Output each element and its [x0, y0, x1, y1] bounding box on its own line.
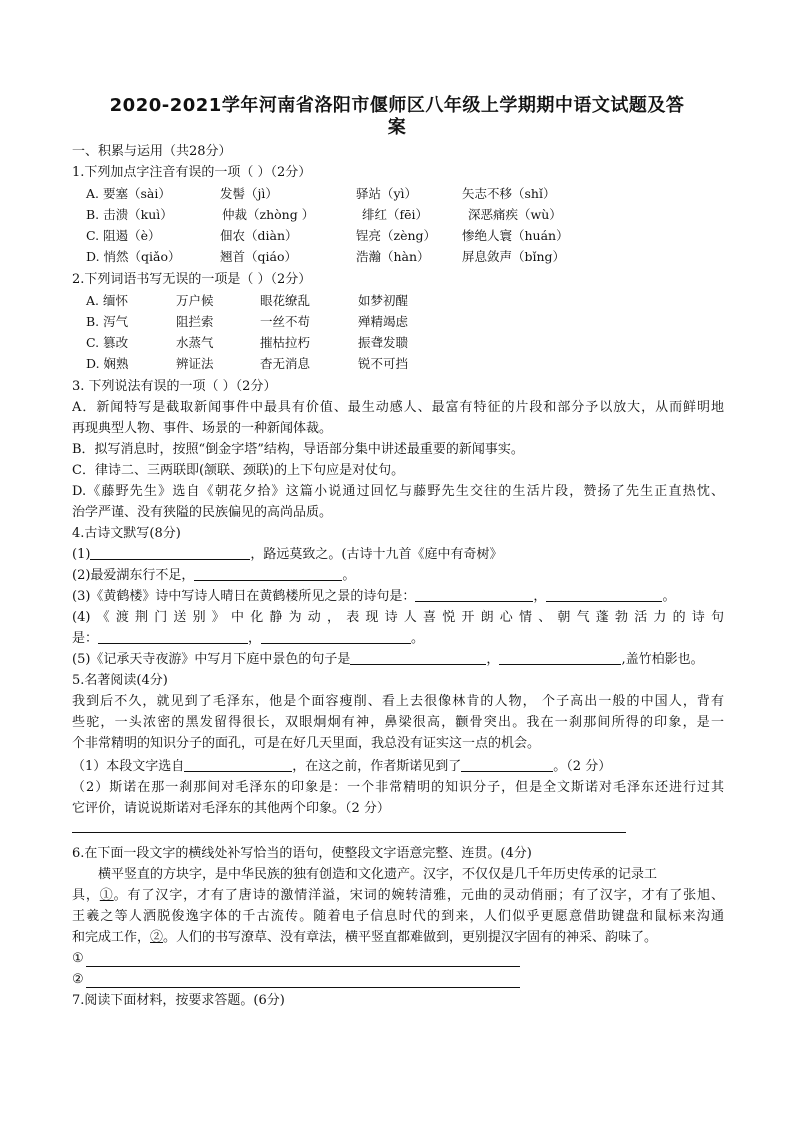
q2-b-3: 一丝不苟: [260, 314, 311, 329]
q4-l5-blank-2[interactable]: [499, 650, 621, 665]
q1-b-3: 绯红（fēi）: [362, 207, 429, 222]
q6-p4-a: 和完成工作，: [72, 930, 151, 945]
q6-p2-a: 具，: [72, 888, 100, 903]
q6-passage-line2: [72, 885, 724, 906]
q5-passage-line3: 个非常精明的知识分子的面孔，可是在好几天里面，我总没有证实这一点的机会。: [72, 736, 541, 751]
q4-l4-blank-1[interactable]: [98, 629, 248, 644]
q6-passage-line3: 王羲之等人洒脱俊逸字体的千古流传。随着电子信息时代的到来，人们似乎更愿意借助键盘和鼠标来沟通: [72, 909, 724, 924]
q6-p2-b: 。有了汉字，才有了唐诗的激情洋溢，宋词的婉转清雅，元曲的灵动俏丽；有了汉字，才有了张旭、: [113, 888, 724, 903]
q1-d-2: 翘首（qiáo）: [220, 249, 297, 264]
q6-blank-2[interactable]: ②: [150, 930, 164, 945]
q3-stem: 3. 下列说法有误的一项（ ）（2分）: [72, 379, 277, 394]
q6-answer-2-label: ②: [72, 972, 84, 987]
q2-d-1: D. 娴熟: [86, 356, 129, 371]
q5-sub-1: [72, 756, 724, 777]
q4-l4-blank-2[interactable]: [261, 629, 411, 644]
q6-answer-1-line[interactable]: [86, 966, 520, 967]
q1-b-4: 深恶痛疾（wù）: [468, 207, 562, 222]
q3-option-d-line2: 治学严谨、没有狭隘的民族偏见的高尚品质。: [72, 505, 333, 520]
q2-d-4: 锐不可挡: [358, 356, 409, 371]
q2-a-3: 眼花缭乱: [260, 293, 311, 308]
q3-option-c: C．律诗二、三两联即(颔联、颈联)的上下句应是对仗句。: [72, 463, 405, 478]
q4-l5-blank-1[interactable]: [350, 650, 486, 665]
q5-s1-mid: ，在这之前，作者斯诺见到了: [292, 759, 462, 774]
q2-d-2: 辨证法: [176, 356, 214, 371]
q6-blank-1[interactable]: ①: [99, 888, 114, 903]
q2-a-4: 如梦初醒: [358, 293, 409, 308]
q4-l4-suffix: 。: [411, 631, 425, 646]
q3-option-a-line1: A．新闻特写是截取新闻事件中最具有价值、最生动感人、最富有特征的片段和部分予以放大，从而鲜明地: [72, 400, 724, 415]
q1-c-1: C. 阻遏（è）: [86, 228, 161, 243]
q1-a-3: 驿站（yì）: [356, 186, 418, 201]
q1-stem: 1.下列加点字注音有误的一项（ ）（2分）: [72, 165, 312, 180]
q4-l5-suffix: ,盖竹柏影也。: [621, 652, 704, 667]
q1-c-2: 佃农（diàn）: [220, 228, 298, 243]
q4-l3-prefix: (3)《黄鹤楼》诗中写诗人晴日在黄鹤楼所见之景的诗句是：: [72, 589, 416, 604]
q1-a-1: A. 要塞（sài）: [86, 186, 171, 201]
q4-l3-mid: ，: [533, 589, 547, 604]
q2-c-2: 水蒸气: [176, 335, 214, 350]
q4-l4-prefix: 是：: [72, 631, 99, 646]
q2-stem: 2.下列词语书写无误的一项是（ ）（2分）: [72, 272, 312, 287]
q4-line-5: [72, 649, 724, 670]
q5-s1-blank-1[interactable]: [184, 757, 292, 772]
q6-stem: 6.在下面一段文字的横线处补写恰当的语句，使整段文字语意完整、连贯。(4分): [72, 846, 532, 861]
q5-answer-line[interactable]: [72, 832, 626, 833]
q1-c-3: 锃亮（zèng）: [356, 228, 437, 243]
q4-l5-mid: ，: [486, 652, 500, 667]
q2-b-2: 阻拦索: [176, 314, 214, 329]
q5-s1-prefix: （1）本段文字选自: [72, 759, 185, 774]
q4-line-3: [72, 586, 724, 607]
q6-p4-b: 。人们的书写潦草、没有章法，横平竖直都难做到，更别提汉字固有的神采、韵味了。: [163, 930, 658, 945]
q1-a-2: 发髻（jì）: [220, 186, 278, 201]
q4-l3-blank-2[interactable]: [546, 587, 662, 602]
q6-passage-line4: [72, 927, 724, 948]
q3-option-b: B．拟写消息时，按照“倒金字塔”结构，导语部分集中讲述最重要的新闻事实。: [72, 442, 524, 457]
q1-d-4: 屏息敛声（bǐng）: [462, 249, 566, 264]
section-heading: 一、积累与运用（共28分）: [72, 144, 232, 159]
q5-stem: 5.名著阅读(4分): [72, 673, 168, 688]
q2-c-1: C. 篡改: [86, 335, 129, 350]
q1-a-4: 矢志不移（shǐ）: [462, 186, 556, 201]
q3-option-a-line2: 再现典型人物、事件、场景的一种新闻体裁。: [72, 421, 333, 436]
q1-c-4: 惨绝人寰（huán）: [462, 228, 569, 243]
q2-a-1: A. 缅怀: [86, 293, 128, 308]
q6-answer-1-label: ①: [72, 951, 84, 966]
q6-passage-line1: 横平竖直的方块字，是中华民族的独有创造和文化遗产。汉字，不仅仅是几千年历史传承的记录工: [98, 867, 658, 882]
q5-sub-2-line2: 它评价，请说说斯诺对毛泽东的其他两个印象。（2 分）: [72, 801, 390, 816]
q6-answer-2-line[interactable]: [86, 987, 520, 988]
q4-l2-suffix: 。: [342, 568, 356, 583]
q4-l1-blank[interactable]: [90, 545, 250, 560]
q5-passage-line2: 些驼，一头浓密的黑发留得很长，双眼炯炯有神，鼻梁很高，颧骨突出。我在一刹那间所得的印象，是一: [72, 715, 724, 730]
q2-d-3: 杳无消息: [260, 356, 311, 371]
q5-s1-blank-2[interactable]: [461, 757, 553, 772]
q4-l3-blank-1[interactable]: [415, 587, 533, 602]
q1-d-1: D. 悄然（qiǎo）: [86, 249, 181, 264]
q1-b-1: B. 击溃（kuì）: [86, 207, 173, 222]
q5-sub-2-line1: （2）斯诺在那一刹那间对毛泽东的印象是：一个非常精明的知识分子，但是全文斯诺对毛泽东还进行过其: [72, 780, 724, 795]
q4-l2-prefix: (2)最爱湖东行不足，: [72, 568, 195, 583]
q4-l2-blank[interactable]: [194, 566, 342, 581]
q4-l1-prefix: (1): [72, 547, 91, 562]
q4-line-4b: [72, 628, 724, 649]
q2-b-4: 殚精竭虑: [358, 314, 409, 329]
title-line-1: 2020-2021学年河南省洛阳市偃师区八年级上学期期中语文试题及答: [109, 95, 685, 116]
exam-title: [70, 95, 724, 139]
q2-c-3: 摧枯拉朽: [260, 335, 311, 350]
q4-l4-mid: ，: [248, 631, 262, 646]
q2-b-1: B. 泻气: [86, 314, 129, 329]
q1-b-2: 仲裁（zhòng ）: [222, 207, 315, 222]
q2-a-2: 万户候: [176, 293, 214, 308]
q4-l5-prefix: (5)《记承天寺夜游》中写月下庭中景色的句子是: [72, 652, 351, 667]
q4-line-2: [72, 565, 724, 586]
q4-line-4a: (4)《渡荆门送别》中化静为动，表现诗人喜悦开朗心情、朝气蓬勃活力的诗句: [72, 610, 724, 625]
q5-passage-line1: 我到后不久，就见到了毛泽东，他是个面容瘦削、看上去很像林肯的人物， 个子高出一般的中国人，背有: [72, 694, 724, 709]
q4-stem: 4.古诗文默写(8分): [72, 526, 181, 541]
q4-l3-suffix: 。: [662, 589, 676, 604]
q3-option-d-line1: D.《藤野先生》选自《朝花夕拾》这篇小说通过回忆与藤野先生交往的生活片段，赞扬了先生正直热忱、: [72, 484, 724, 499]
title-line-2: 案: [387, 117, 407, 138]
q2-c-4: 振聋发聩: [358, 335, 409, 350]
q1-d-3: 浩瀚（hàn）: [356, 249, 430, 264]
q4-l1-suffix: ，路远莫致之。(古诗十九首《庭中有奇树》: [250, 547, 503, 562]
q5-s1-suffix: 。（2 分）: [553, 759, 612, 774]
q7-stem: 7.阅读下面材料，按要求答题。(6分): [72, 993, 285, 1008]
q4-line-1: [72, 544, 724, 565]
